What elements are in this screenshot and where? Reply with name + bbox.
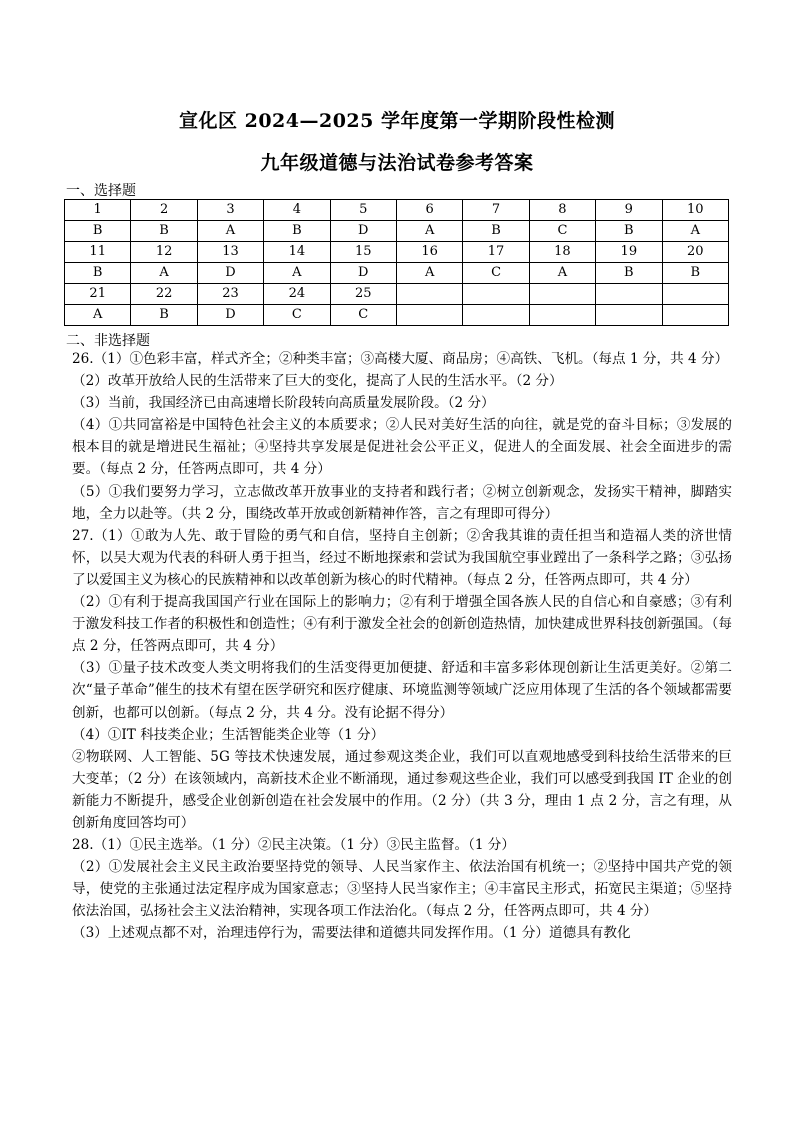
answer-paragraph: （4）①共同富裕是中国特色社会主义的本质要求；②人民对美好生活的向往，就是党的奋斗目标；③发展的根本目的就是增进民生福祉；④坚持共享发展是促进社会公平正义，促进人的全面发展、社会全面进步的需要。（每点 2 分，任答两点即可，共 4 分） [72,417,732,478]
table-cell: A [131,263,197,284]
table-cell: 1 [65,200,131,221]
section-heading-nonchoice: 二、非选择题 [66,333,150,349]
table-cell: 12 [131,242,197,263]
table-cell: 4 [264,200,330,221]
answer-paragraph: （4）①IT 科技类企业；生活智能类企业等（1 分） [72,726,385,743]
table-cell: B [463,221,529,242]
table-cell: 13 [197,242,263,263]
exam-title: 宣化区 2024—2025 学年度第一学期阶段性检测 [179,110,615,132]
answer-key-row [65,221,729,242]
answer-paragraph: （2）①有利于提高我国国产行业在国际上的影响力；②有利于增强全国各族人民的自信心和自豪感；③有利于激发科技工作者的积极性和创造性；④有利于激发全社会的创新创造热情，加快建成世界科技创新强国。（每点 2 分，任答两点即可，共 4 分） [72,594,732,655]
table-cell: C [264,305,330,326]
table-cell: C [529,221,595,242]
table-cell [596,284,662,305]
answer-paragraph: 28.（1）①民主选举。（1 分）②民主决策。（1 分）③民主监督。（1 分） [72,837,515,854]
answer-paragraph: （5）①我们要努力学习，立志做改革开放事业的支持者和践行者；②树立创新观念，发扬实干精神，脚踏实地，全力以赴等。（共 2 分，围绕改革开放或创新精神作答，言之有理即可得分） [72,483,732,522]
table-cell: A [197,221,263,242]
table-cell: D [330,263,396,284]
table-cell: 6 [396,200,462,221]
answer-paragraph: （3）①量子技术改变人类文明将我们的生活变得更加便捷、舒适和丰富多彩体现创新让生活更美好。②第二次“量子革命”催生的技术有望在医学研究和医疗健康、环境监测等领域广泛应用体现了生活的各个领域都需要创新，也都可以创新。（每点 2 分，共 4 分。没有论据不得分） [72,660,732,721]
table-cell: 14 [264,242,330,263]
table-cell: B [131,305,197,326]
table-cell: 17 [463,242,529,263]
answer-paragraph: （2）改革开放给人民的生活带来了巨大的变化，提高了人民的生活水平。（2 分） [72,373,563,390]
table-cell: A [396,221,462,242]
table-cell: B [596,263,662,284]
table-cell: A [65,305,131,326]
table-cell [396,305,462,326]
table-cell: 2 [131,200,197,221]
table-cell: A [662,221,728,242]
table-cell: 10 [662,200,728,221]
table-cell: 16 [396,242,462,263]
table-cell: A [264,263,330,284]
question-number-row [65,242,729,263]
table-cell: 22 [131,284,197,305]
table-cell: 20 [662,242,728,263]
table-cell: 15 [330,242,396,263]
table-cell: C [463,263,529,284]
table-cell: B [131,221,197,242]
table-cell: 25 [330,284,396,305]
answer-key-row [65,305,729,326]
table-cell: B [596,221,662,242]
answer-paragraph: 27.（1）①敢为人先、敢于冒险的勇气和自信，坚持自主创新；②舍我其谁的责任担当和造福人类的济世情怀，以吴大观为代表的科研人勇于担当，经过不断地探索和尝试为我国航空事业蹚出了一条科学之路；③弘扬了以爱国主义为核心的民族精神和以改革创新为核心的时代精神。（每点 2 分，任答两点即可，共 4 分） [72,527,732,588]
table-cell: B [65,263,131,284]
answer-paragraph: 26.（1）①色彩丰富，样式齐全；②种类丰富；③高楼大厦、商品房；④高铁、飞机。（每点 1 分，共 4 分） [72,351,729,367]
section-heading-choice: 一、选择题 [66,183,136,199]
table-cell: B [662,263,728,284]
table-cell: D [197,305,263,326]
answer-paragraph: （2）①发展社会主义民主政治要坚持党的领导、人民当家作主、依法治国有机统一；②坚持中国共产党的领导，使党的主张通过法定程序成为国家意志；③坚持人民当家作主；④丰富民主形式，拓宽民主渠道；⑤坚持依法治国，弘扬社会主义法治精神，实现各项工作法治化。（每点 2 分，任答两点即可，共 4 分） [72,859,732,920]
table-cell: A [396,263,462,284]
table-cell: 23 [197,284,263,305]
table-cell: 7 [463,200,529,221]
answer-paragraph: （3）当前，我国经济已由高速增长阶段转向高质量发展阶段。（2 分） [72,395,495,412]
exam-subtitle: 九年级道德与法治试卷参考答案 [260,152,534,174]
question-number-row [65,200,729,221]
answer-key-row [65,263,729,284]
table-cell: C [330,305,396,326]
table-cell: 24 [264,284,330,305]
table-cell: B [264,221,330,242]
choice-answer-table [64,199,729,326]
table-cell [529,284,595,305]
table-cell [396,284,462,305]
table-cell [662,305,728,326]
table-cell: D [330,221,396,242]
answer-paragraph: ②物联网、人工智能、5G 等技术快速发展，通过参观这类企业，我们可以直观地感受到科技给生活带来的巨大变革；（2 分）在该领域内，高新技术企业不断涌现，通过参观这些企业，我们可以感受到我国 IT 企业的创新能力不断提升，感受企业创新创造在社会发展中的作用。（2 分）（共 3 分，理由 1 点 2 分，言之有理，从创新角度回答均可） [72,748,732,831]
table-cell: 11 [65,242,131,263]
table-cell: 21 [65,284,131,305]
table-cell: 3 [197,200,263,221]
table-cell: A [529,263,595,284]
table-cell [529,305,595,326]
table-cell [662,284,728,305]
table-cell: 8 [529,200,595,221]
table-cell: 18 [529,242,595,263]
table-cell: D [197,263,263,284]
question-number-row [65,284,729,305]
table-cell [596,305,662,326]
table-cell: B [65,221,131,242]
table-cell: 9 [596,200,662,221]
table-cell: 5 [330,200,396,221]
answer-paragraphs [72,348,732,945]
table-cell [463,305,529,326]
table-cell: 19 [596,242,662,263]
answer-paragraph: （3）上述观点都不对，治理违停行为，需要法律和道德共同发挥作用。（1 分）道德具有教化 [72,925,631,942]
table-cell [463,284,529,305]
